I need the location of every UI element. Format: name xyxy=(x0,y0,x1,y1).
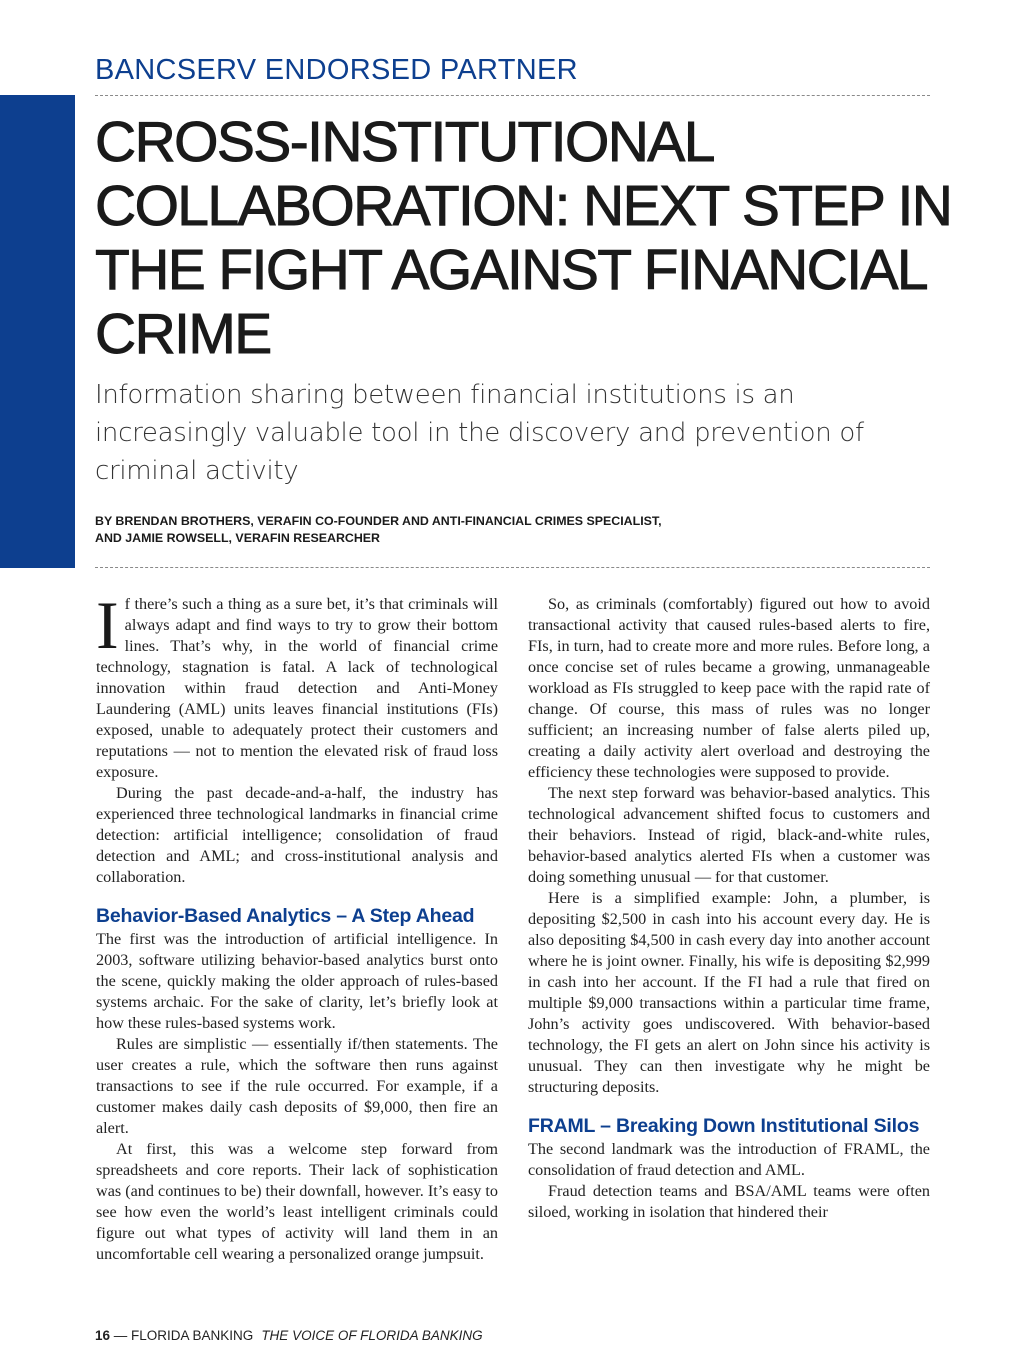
publication-tagline: THE VOICE OF FLORIDA BANKING xyxy=(261,1328,483,1343)
paragraph: Fraud detection teams and BSA/AML teams were often siloed, working in isolation that hindered their xyxy=(528,1182,930,1221)
byline-line-2: AND JAMIE ROWSELL, VERAFIN RESEARCHER xyxy=(95,531,381,545)
publication-name: — FLORIDA BANKING xyxy=(110,1328,254,1343)
accent-bar xyxy=(0,95,75,568)
paragraph: So, as criminals (comfortably) figured out how to avoid transactional activity that caused rules-based alerts to fire, FIs, in turn, had to create more and more rules. Before long, a once concise set of rules became a growing, unmanageable workload as FIs struggled to keep pace with the rapid rate of change. Of course, this mass of rules was no longer sufficient; an increasing number of false alerts piled up, creating a daily activity alert overload and destroying the efficiency these technologies were supposed to provide. xyxy=(528,595,930,781)
article-column-right xyxy=(528,594,930,1223)
paragraph: The second landmark was the introduction of FRAML, the consolidation of fraud detection and AML. xyxy=(528,1140,930,1179)
paragraph-intro-text: f there’s such a thing as a sure bet, it’s that criminals will always adapt and find ways to try to grow their bottom lines. That’s why, in the world of financial crime technology, stagnation is fatal. A lack of technological innovation within fraud detection and Anti-Money Laundering (AML) units leaves financial institutions (FIs) exposed, unable to adequately protect their customers and reputations — not to mention the elevated risk of fraud loss exposure. xyxy=(96,595,498,781)
paragraph: Rules are simplistic — essentially if/then statements. The user creates a rule, which the software then runs against transactions to see if the rule occurred. For example, if a customer makes daily cash deposits of $9,000, then fire an alert. xyxy=(96,1035,498,1137)
section-heading-framl: FRAML – Breaking Down Institutional Silos xyxy=(528,1115,920,1137)
article-subhead: Information sharing between financial institutions is an increasingly valuable tool in the discovery and prevention of criminal activity xyxy=(95,380,864,486)
section-label: BANCSERV ENDORSED PARTNER xyxy=(95,54,578,86)
article-column-left xyxy=(96,587,498,1265)
paragraph: At first, this was a welcome step forward from spreadsheets and core reports. Their lack of sophistication was (and continues to be) their downfall, however. It’s easy to see how even the world’s least intelligent criminals could figure out what types of activity will land them in an uncomfortable cell wearing a personalized orange jumpsuit. xyxy=(96,1140,498,1263)
byline-line-1: BY BRENDAN BROTHERS, VERAFIN CO-FOUNDER AND ANTI-FINANCIAL CRIMES SPECIALIST, xyxy=(95,514,662,528)
section-heading-behavior-analytics: Behavior-Based Analytics – A Step Ahead xyxy=(96,905,475,927)
mid-divider xyxy=(95,567,930,568)
top-divider xyxy=(95,95,930,96)
paragraph: The next step forward was behavior-based analytics. This technological advancement shifted focus to customers and their behaviors. Instead of rigid, black-and-white rules, behavior-based analytics alerted FIs when a customer was doing something unusual — for that customer. xyxy=(528,784,930,886)
paragraph-intro xyxy=(96,587,498,783)
page-footer xyxy=(95,1327,483,1345)
paragraph: Here is a simplified example: John, a plumber, is depositing $2,500 in cash into his account every day. He is also depositing $4,500 in cash every day into another account where he is joint owner. Finally, his wife is depositing $2,999 in cash into her account. If the FI had a rule that fired on multiple $9,000 transactions within a particular time frame, John’s activity goes undiscovered. With behavior-based technology, the FI gets an alert on John since his activity is unusual. They can then investigate why he might be structuring deposits. xyxy=(528,889,930,1096)
article-headline: CROSS-INSTITUTIONAL COLLABORATION: NEXT STEP IN THE FIGHT AGAINST FINANCIAL CRIME xyxy=(95,110,952,366)
byline xyxy=(95,513,935,547)
page-number: 16 xyxy=(95,1328,111,1343)
paragraph: The first was the introduction of artificial intelligence. In 2003, software utilizing behavior-based analytics burst onto the scene, quickly making the older approach of rules-based systems archaic. For the sake of clarity, let’s briefly look at how these rules-based systems work. xyxy=(96,930,498,1032)
drop-cap: I xyxy=(96,587,119,663)
paragraph: During the past decade-and-a-half, the industry has experienced three technological landmarks in financial crime detection: artificial intelligence; consolidation of fraud detection and AML; and cross-institutional analysis and collaboration. xyxy=(96,784,498,886)
